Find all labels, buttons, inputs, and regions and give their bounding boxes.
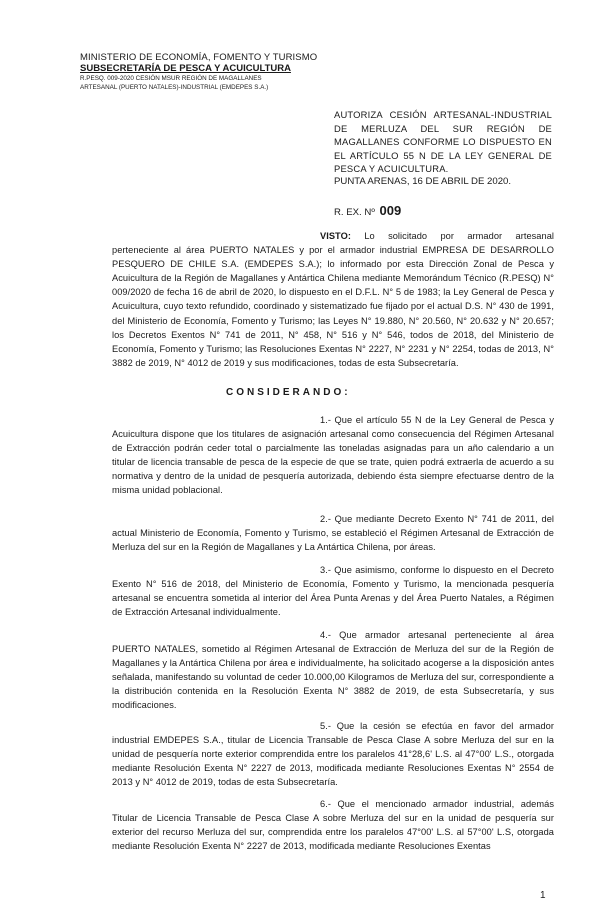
considerando-4 [112, 628, 554, 713]
document-header [80, 52, 340, 92]
considerando-2-lead: 2.- Que mediante Decreto Exento N° 741 de 2011, [320, 514, 538, 524]
considerando-1-lead: 1.- Que el artículo 55 N de la Ley General de Pesca [320, 415, 546, 425]
considerando-1-text: y Acuicultura dispone que los titulares de asignación artesanal como consecuencia del Régimen Artesanal de Extracción podrán ceder total o parcialmente las toneladas asignadas para un año calendario a un titular de licencia transable de pesca de la especie de que se trate, quien podrá extraerla de acuerdo a su normativa y dentro de la unidad de pesquería autorizada, debiendo ésta siempre efectuarse dentro de la misma unidad poblacional. [112, 415, 554, 496]
considerando-3-text: Decreto Exento N° 516 de 2018, del Ministerio de Economía, Fomento y Turismo, la mencionada pesquería artesanal se encuentra sometida al interior del Área Punta Arenas y del Área Puerto Natales, a Régimen de Extracción Artesanal individualmente. [112, 565, 554, 618]
reference-line-1: R.PESQ. 009-2020 CESIÓN MSUR REGIÓN DE MAGALLANES [80, 75, 262, 82]
subsecretaria-name: SUBSECRETARÍA DE PESCA Y ACUICULTURA [80, 63, 291, 74]
page-number: 1 [540, 890, 546, 901]
considerando-6-text: Titular de Licencia Transable de Pesca Clase A sobre Merluza del sur en la unidad de pesquería sur exterior del recurso Merluza del sur, comprendida entre los paralelos 47°00' L.S. al 57°00' L.S, otorgada mediante Resolución Exenta N° 2227 de 2013, modificada mediante Resoluciones Exentas [112, 813, 554, 852]
visto-label: VISTO: [320, 231, 351, 241]
resolution-prefix: R. EX. Nº [334, 207, 375, 218]
considerando-6-lead: 6.- Que el mencionado armador industrial, además [320, 799, 554, 809]
considerando-1 [112, 413, 554, 498]
considerando-4-lead: 4.- Que armador artesanal perteneciente al área [320, 630, 554, 640]
considerando-5-lead: 5.- Que la cesión se efectúa en favor del armador [320, 721, 554, 731]
reference-line-2: ARTESANAL (PUERTO NATALES)-INDUSTRIAL (EMDEPES S.A.) [80, 84, 269, 91]
considerando-title: CONSIDERANDO: [226, 387, 351, 398]
place-and-date: PUNTA ARENAS, 16 DE ABRIL DE 2020. [334, 176, 512, 187]
considerando-2 [112, 512, 554, 554]
visto-paragraph [112, 229, 554, 370]
considerando-2-text: del actual Ministerio de Economía, Fomento y Turismo, se estableció el Régimen Artesanal de Extracción de Merluza del sur en la Región de Magallanes y La Antártica Chilena, por áreas. [112, 514, 554, 553]
resolution-number-value: 009 [379, 203, 402, 218]
considerando-5-text: industrial EMDEPES S.A., titular de Licencia Transable de Pesca Clase A sobre Merluza del sur en la unidad de pesquería norte exterior comprendida entre los paralelos 41°28,6' L.S. al 47°00' L.S., otorgada mediante Resolución Exenta N° 2227 de 2013, modificada mediante Resoluciones Exentas N° 2554 de 2013 y N° 4012 de 2019, todas de esta Subsecretaría. [112, 735, 554, 788]
ministry-name: MINISTERIO DE ECONOMÍA, FOMENTO Y TURISMO [80, 52, 318, 63]
resolution-number [334, 203, 401, 218]
considerando-3 [112, 563, 554, 619]
visto-text: Lo solicitado por armador artesanal perteneciente al área PUERTO NATALES y por el armador industrial EMPRESA DE DESARROLLO PESQUERO DE CHILE S.A. (EMDEPES S.A.); lo informado por esta Dirección Zonal de Pesca y Acuicultura de la Región de Magallanes y Antártica Chilena mediante Memorándum Técnico (R.PESQ) N° 009/2020 de fecha 16 de abril de 2020, lo dispuesto en el D.F.L. N° 5 de 1983; la Ley General de Pesca y Acuicultura, cuyo texto refundido, coordinado y sistematizado fue fijado por el actual D.S. N° 430 de 1991, del Ministerio de Economía, Fomento y Turismo; las Leyes N° 19.880, N° 20.560, N° 20.632 y N° 20.657; los Decretos Exentos N° 741 de 2011, N° 458, N° 516 y N° 546, todos de 2018, del Ministerio de Economía, Fomento y Turismo; las Resoluciones Exentas N° 2227, N° 2231 y N° 2254, todas de 2013, N° 3882 de 2019, N° 4012 de 2019 y sus modificaciones, todas de esta Subsecretaría. [112, 231, 554, 368]
considerando-5 [112, 719, 554, 789]
considerando-6 [112, 797, 554, 853]
resolution-subject: AUTORIZA CESIÓN ARTESANAL-INDUSTRIAL DE MERLUZA DEL SUR REGIÓN DE MAGALLANES CONFORME LO DISPUESTO EN EL ARTÍCULO 55 N DE LA LEY GENERAL DE PESCA Y ACUICULTURA. [334, 109, 552, 174]
considerando-3-lead: 3.- Que asimismo, conforme lo dispuesto en el [320, 565, 518, 575]
considerando-4-text: PUERTO NATALES, sometido al Régimen Artesanal de Extracción de Merluza del sur de la Región de Magallanes y la Antártica Chilena por área e individualmente, ha solicitado acogerse a la disposición antes señalada, manifestando su voluntad de ceder 10.000,00 Kilogramos de Merluza del sur, correspondiente a la distribución contenida en la Resolución Exenta N° 3882 de 2019, de esta Subsecretaría, y sus modificaciones. [112, 644, 554, 711]
